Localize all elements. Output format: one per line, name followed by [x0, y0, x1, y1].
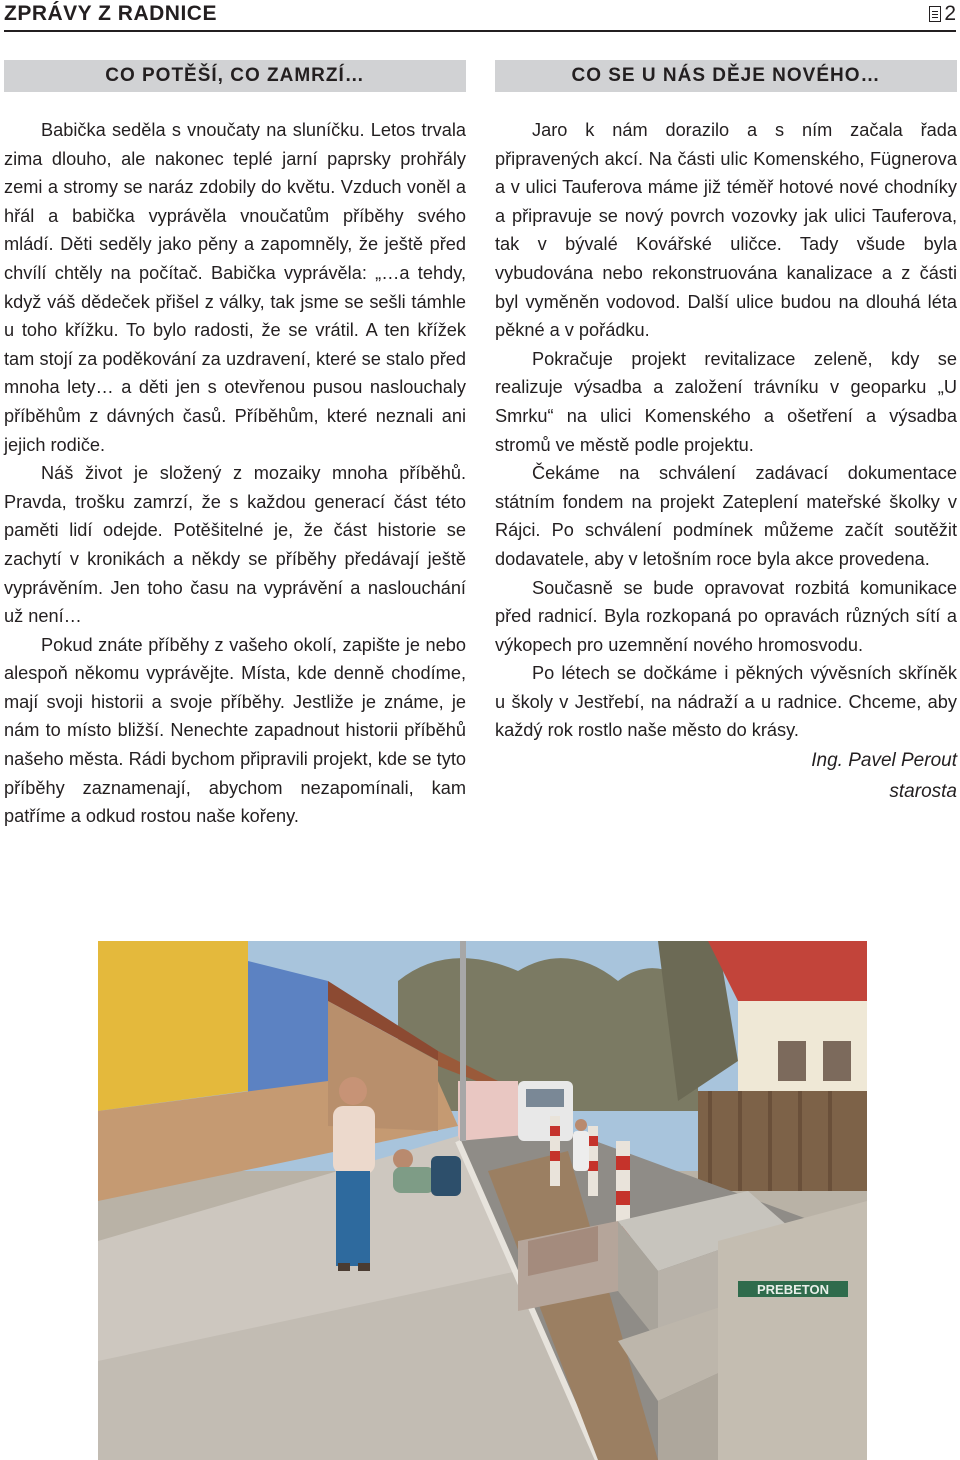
- street-construction-photo: [98, 941, 867, 1460]
- pallet-print: PREBETON: [757, 1282, 829, 1297]
- paragraph: Současně se bude opravovat rozbitá komunikace před radnicí. Byla rozkopaná po opravách různých sítí a výkopech pro uzemnění nového hromosvodu.: [495, 577, 957, 655]
- paragraph: Náš život je složený z mozaiky mnoha příběhů. Pravda, trošku zamrzí, že s každou generací část této paměti lidí odejde. Potěšitelné je, že část historie se zachytí v kronikách a někdy se příběhy předávají ještě vyprávěním. Jen toho času na vyprávění a naslouchání už není…: [4, 463, 466, 627]
- left-column-article: [4, 60, 466, 831]
- paragraph: Jaro k nám dorazilo a s ním začala řada připravených akcí. Na části ulic Komenského, Fügnerova a v ulici Tauferova máme již téměř hotové nové chodníky a připravuje se nový povrch vozovky jak ulici Tauferova, tak v bývalé Kovářské uličce. Tady všude byla vybudována nebo rekonstruována kanalizace a z části byl vyměněn vodovod. Další ulice budou na dlouhá léta pěkné a v pořádku.: [495, 120, 957, 341]
- paragraph: Po létech se dočkáme i pěkných vývěsních skříněk u školy v Jestřebí, na nádraží a u radnice. Chceme, aby každý rok rostlo naše město do krásy.: [495, 663, 957, 741]
- paragraph: Pokračuje projekt revitalizace zeleně, kdy se realizuje výsadba a založení trávníku v geoparku „U Smrku“ na ulici Komenského a ošetření a výsadba stromů ve městě podle projektu.: [495, 348, 957, 455]
- paragraph: Čekáme na schválení zadávací dokumentace státním fondem na projekt Zateplení mateřské školky v Rájci. Po schválení podmínek můžeme začít soutěžit dodavatele, aby v letošním roce byla akce provedena.: [495, 463, 957, 569]
- right-column-article: [495, 60, 957, 806]
- paragraph: Babička seděla s vnoučaty na sluníčku. Letos trvala zima dlouho, ale nakonec teplé jarní paprsky prohřály zemi a stromy se naráz zdobily do květu. Vzduch voněl a hřál a babička vyprávěla vnoučatům příběhy svého mládí. Děti seděly jako pěny a zapomněly, že ještě před chvílí chtěly na počítač. Babička vyprávěla: „…a tehdy, když váš dědeček přišel z války, tak jsme se sešli támhle u toho křížku. To bylo radosti, že se vrátil. A ten křížek tam stojí za poděkování za uzdravení, které se stalo před mnoha lety… a děti jen s otevřenou pusou naslouchaly příběhům z dávných časů. Příběhům, které neznali ani jejich rodiče.: [4, 120, 466, 455]
- page-number: [929, 2, 956, 26]
- signature-name: Ing. Pavel Perout: [811, 750, 957, 772]
- right-column-heading: CO SE U NÁS DĚJE NOVÉHO…: [495, 60, 957, 92]
- page-number-value: 2: [944, 2, 956, 25]
- paragraph: Pokud znáte příběhy z vašeho okolí, zapište je nebo alespoň někomu vyprávějte. Místa, kde denně chodíme, mají svoji historii a svoje příběhy. Jestliže je známe, je nám to místo bližší. Nenechte zapadnout historii příběhů našeho města. Rádi bychom připravili projekt, kde se tyto příběhy zaznamenají, abychom nezapomínali, kam patříme a odkud rostou naše kořeny.: [4, 634, 466, 827]
- left-column-body: [4, 116, 466, 831]
- section-title: ZPRÁVY Z RADNICE: [4, 2, 217, 25]
- signature-role: starosta: [889, 780, 957, 802]
- page-header: [4, 0, 956, 32]
- right-column-body: [495, 116, 957, 806]
- document-icon: [929, 6, 941, 22]
- left-column-heading: CO POTĚŠÍ, CO ZAMRZÍ…: [4, 60, 466, 92]
